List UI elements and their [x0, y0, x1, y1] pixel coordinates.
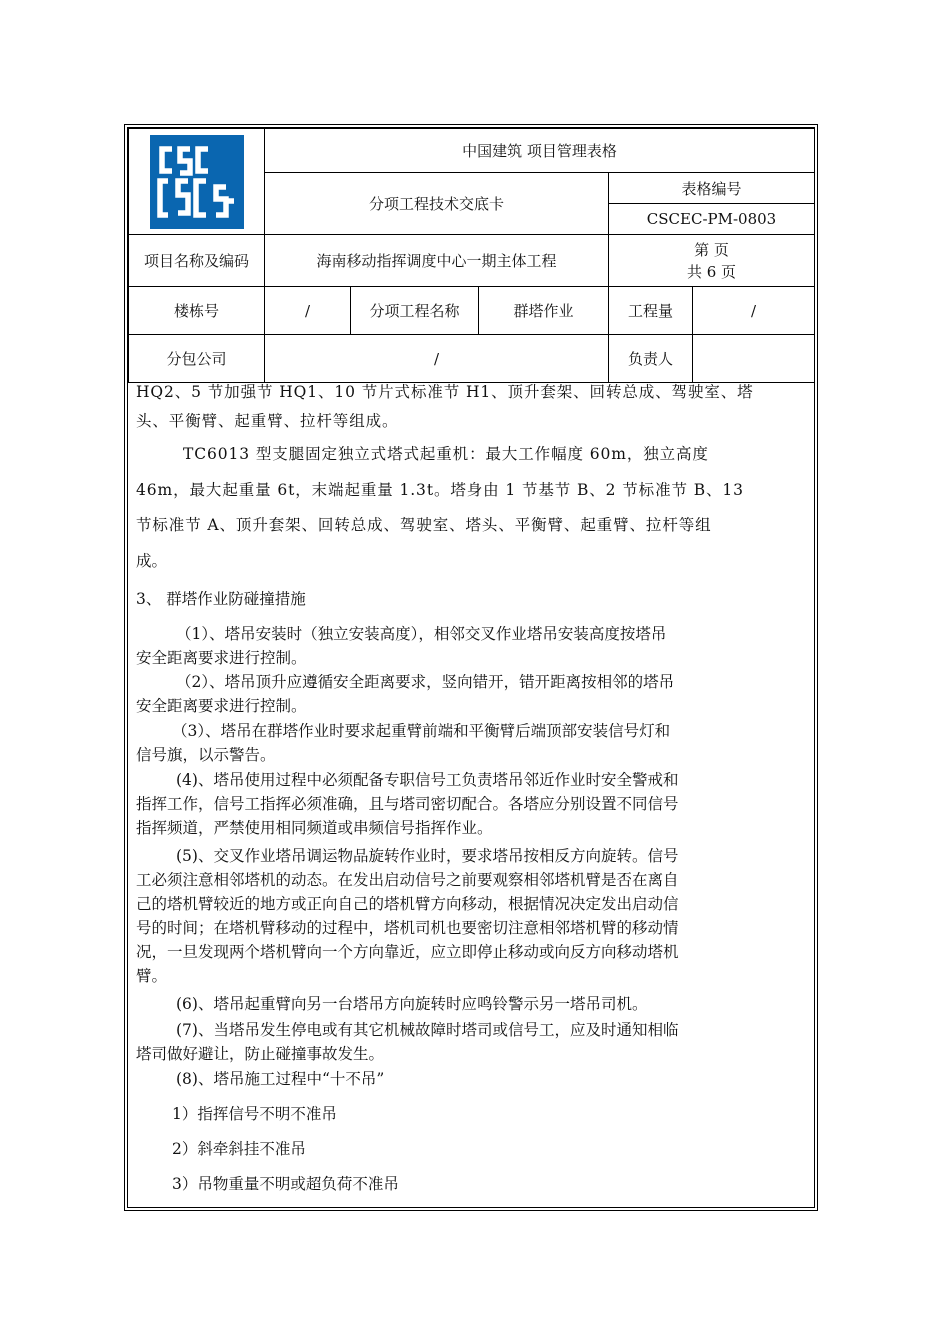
person-value: [693, 335, 815, 383]
logo-cell: [129, 129, 265, 235]
text-line: （2）、塔吊顶升应遵循安全距离要求，竖向错开，错开距离按相邻的塔吊: [176, 673, 675, 691]
list-item: 3）吊物重量不明或超负荷不准吊: [172, 1175, 399, 1193]
item-label: 分项工程名称: [351, 287, 479, 335]
text-line: (6)、塔吊起重臂向另一台塔吊方向旋转时应鸣铃警示另一塔吊司机。: [176, 995, 648, 1013]
item-value: 群塔作业: [479, 287, 609, 335]
text-line: 工必须注意相邻塔机的动态。在发出启动信号之前要观察相邻塔机臂是否在离自: [136, 871, 679, 889]
text-line: 安全距离要求进行控制。: [136, 649, 307, 667]
text-line: 信号旗，以示警告。: [136, 746, 276, 764]
text-line: 节标准节 A、顶升套架、回转总成、驾驶室、塔头、平衡臂、起重臂、拉杆等组: [136, 516, 712, 534]
text-line: 况，一旦发现两个塔机臂向一个方向靠近，应立即停止移动或向反方向移动塔机: [136, 943, 679, 961]
text-line: 头、平衡臂、起重臂、拉杆等组成。: [136, 412, 399, 430]
person-label: 负责人: [609, 335, 693, 383]
text-line: (8)、塔吊施工过程中“十不吊”: [176, 1070, 385, 1088]
list-item: 2）斜牵斜挂不准吊: [172, 1140, 306, 1158]
company-form-title: 中国建筑 项目管理表格: [265, 129, 815, 173]
text-line: 安全距离要求进行控制。: [136, 697, 307, 715]
subcontractor-value: /: [265, 335, 609, 383]
project-name: 海南移动指挥调度中心一期主体工程: [265, 235, 609, 287]
page-current: 第 页: [694, 240, 729, 259]
text-line: 指挥频道，严禁使用相同频道或串频信号指挥作业。: [136, 819, 493, 837]
text-line: 46m，最大起重量 6t，末端起重量 1.3t。塔身由 1 节基节 B、2 节标准节 B、13: [136, 481, 744, 499]
text-line: (5)、交叉作业塔吊调运物品旋转作业时，要求塔吊按相反方向旋转。信号: [176, 847, 679, 865]
section-heading: 3、 群塔作业防碰撞措施: [136, 590, 306, 608]
cscec-logo: [150, 135, 244, 229]
text-line: HQ2、5 节加强节 HQ1、10 节片式标准节 H1、顶升套架、回转总成、驾驶室、塔: [136, 383, 754, 401]
form-header-table: [128, 128, 815, 383]
text-line: (4)、塔吊使用过程中必须配备专职信号工负责塔吊邻近作业时安全警戒和: [176, 771, 679, 789]
text-line: 己的塔机臂较近的地方或正向自己的塔机臂方向移动，根据情况决定发出启动信: [136, 895, 679, 913]
form-no-label: 表格编号: [609, 173, 815, 204]
quantity-label: 工程量: [609, 287, 693, 335]
building-label: 楼栋号: [129, 287, 265, 335]
text-line: 号的时间；在塔机臂移动的过程中，塔机司机也要密切注意相邻塔机臂的移动情: [136, 919, 679, 937]
text-line: 指挥工作，信号工指挥必须准确，且与塔司密切配合。各塔应分别设置不同信号: [136, 795, 679, 813]
quantity-value: /: [693, 287, 815, 335]
text-line: （3）、塔吊在群塔作业时要求起重臂前端和平衡臂后端顶部安装信号灯和: [172, 722, 671, 740]
text-line: TC6013 型支腿固定独立式塔式起重机：最大工作幅度 60m，独立高度: [183, 445, 709, 463]
card-title: 分项工程技术交底卡: [265, 173, 609, 235]
form-no-value: CSCEC-PM-0803: [609, 204, 815, 235]
project-label: 项目名称及编码: [129, 235, 265, 287]
text-line: 成。: [136, 552, 168, 570]
list-item: 1）指挥信号不明不准吊: [172, 1105, 337, 1123]
building-value: /: [265, 287, 351, 335]
page-total: 共 6 页: [686, 262, 737, 281]
text-line: （1）、塔吊安装时（独立安装高度），相邻交叉作业塔吊安装高度按塔吊: [176, 625, 667, 643]
text-line: 臂。: [136, 967, 168, 985]
subcontractor-label: 分包公司: [129, 335, 265, 383]
page-info: [609, 235, 815, 287]
text-line: 塔司做好避让，防止碰撞事故发生。: [136, 1045, 385, 1063]
text-line: (7)、当塔吊发生停电或有其它机械故障时塔司或信号工，应及时通知相临: [176, 1021, 679, 1039]
